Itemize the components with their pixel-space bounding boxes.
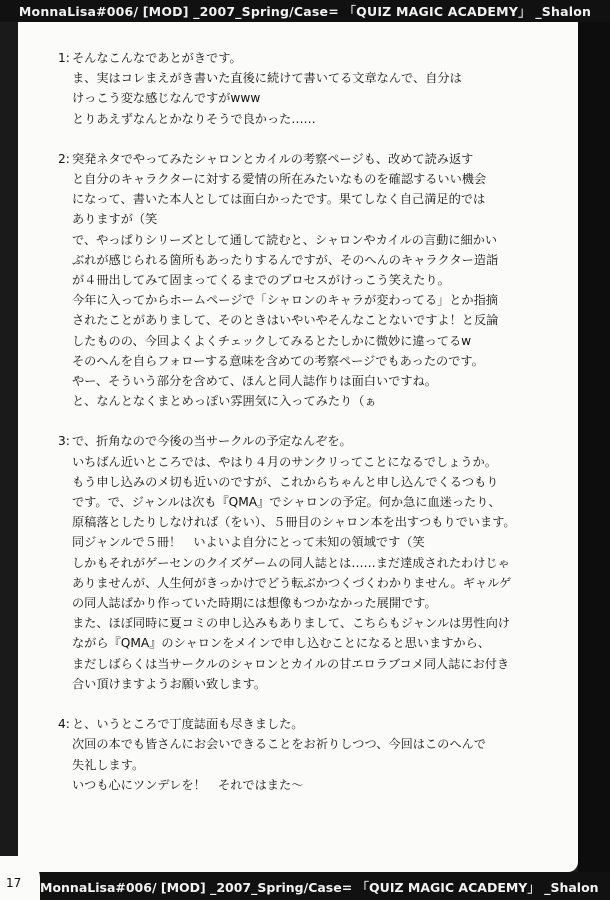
- text-line: ありませんが、人生何がきっかけでどう転ぶかつくづくわかりません。ギャルゲ: [72, 575, 512, 590]
- text-line: されたことがありまして、そのときはいやいやそんなことないですよ！と反論: [72, 313, 499, 328]
- text-line: と、なんとなくまとめっぽい雰囲気に入ってみたり（ぁ: [72, 394, 377, 409]
- text-line: が４冊出してみて固まってくるまでのプロセスがけっこう笑えたり。: [72, 273, 450, 288]
- text-line: [58, 431, 558, 451]
- section-number: 2:: [58, 151, 70, 166]
- text-line: と自分のキャラクターに対する愛情の所在みたいなものを確認するいい機会: [72, 172, 487, 187]
- text-line: もう申し込みのメ切も近いのですが、これからちゃんと申し込んでくるつもり: [72, 474, 499, 489]
- text-line: 失礼します。: [72, 757, 145, 772]
- section-3: [58, 431, 558, 694]
- section-1: [58, 48, 558, 129]
- line-text: 突発ネタでやってみたシャロンとカイルの考察ページも、改めて読み返す: [72, 151, 474, 166]
- section-4: [58, 714, 558, 795]
- section-number: 1:: [58, 51, 70, 65]
- line-text: と、いうところで丁度誌面も尽きました。: [72, 717, 304, 732]
- text-line: ありますが（笑: [72, 212, 158, 227]
- text-line: 次回の本でも皆さんにお会いできることをお祈りしつつ、今回はこのへんで: [72, 737, 486, 752]
- text-line: したものの、今回よくよくチェックしてみるとたしかに微妙に違ってるw: [72, 333, 472, 348]
- text-line: いちばん近いところでは、やはり４月のサンクリってことになるでしょうか。: [72, 454, 497, 469]
- section-2: [58, 149, 558, 412]
- text-line: やー、そういう部分を含めて、ほんと同人誌作りは面白いですね。: [72, 374, 437, 389]
- text-line: けっこう変な感じなんですがwww: [72, 91, 261, 106]
- text-line: 今年に入ってからホームページで「シャロンのキャラが変わってる」とか指摘: [72, 293, 498, 308]
- section-number: 4:: [58, 717, 70, 732]
- page-number: 17: [6, 876, 22, 890]
- text-line: とりあえずなんとかなりそうで良かった……: [72, 111, 316, 126]
- text-line: [58, 714, 558, 734]
- text-line: ま、実はコレまえがき書いた直後に続けて書いてる文章なんで、自分は: [72, 71, 462, 86]
- text-line: になって、書いた本人としては面白かったです。果てしなく自己満足的では: [72, 192, 486, 207]
- line-text: そんなこんなであとがきです。: [72, 51, 242, 65]
- text-line: まだしばらくは当サークルのシャロンとカイルの甘エロラブコメ同人誌にお付き: [72, 656, 510, 671]
- header-title: MonnaLisa#006/ [MOD] _2007_Spring/Case= 「QUIZ MAGIC ACADEMY」 _Shalon: [18, 4, 592, 19]
- section-number: 3:: [58, 434, 70, 449]
- text-line: ぶれが感じられる箇所もあったりするんですが、そのへんのキャラクター造詣: [72, 252, 499, 267]
- text-line: いつも心にツンデレを！ それではまた～: [72, 777, 304, 792]
- text-line: また、ほぼ同時に夏コミの申し込みもありまして、こちらもジャンルは男性向け: [72, 616, 510, 631]
- text-line: 合い頂けますようお願い致します。: [72, 676, 267, 691]
- afterword-text: [58, 48, 558, 815]
- text-line: [58, 48, 558, 68]
- text-line: で、やっぱりシリーズとして通して読むと、シャロンやカイルの言動に細かい: [72, 232, 498, 247]
- text-line: です。で、ジャンルは次も『QMA』でシャロンの予定。何か急に血迷ったり、: [72, 495, 501, 510]
- text-line: ながら『QMA』のシャロンをメインで申し込むことになると思いますから、: [72, 636, 490, 651]
- text-line: 原稿落としたりしなければ（をい）、５冊目のシャロン本を出すつもりでいます。: [72, 515, 516, 530]
- page-header: [0, 0, 610, 22]
- line-text: で、折角なので今後の当サークルの予定なんぞを。: [72, 434, 352, 449]
- text-line: 同ジャンルで５冊！ いよいよ自分にとって未知の領域です（笑: [72, 535, 425, 550]
- text-line: そのへんを自らフォローする意味を含めての考察ページでもあったのです。: [72, 353, 484, 368]
- page-edge: [578, 22, 610, 872]
- text-line: [58, 149, 558, 169]
- text-line: しかもそれがゲーセンのクイズゲームの同人誌とは……まだ達成されたわけじゃ: [72, 555, 510, 570]
- footer-title: MonnaLisa#006/ [MOD] _2007_Spring/Case= 「QUIZ MAGIC ACADEMY」 _Shalon: [40, 880, 599, 895]
- page-footer: [0, 872, 610, 900]
- text-line: の同人誌ばかり作っていた時期には想像もつかなかった展開です。: [72, 596, 437, 611]
